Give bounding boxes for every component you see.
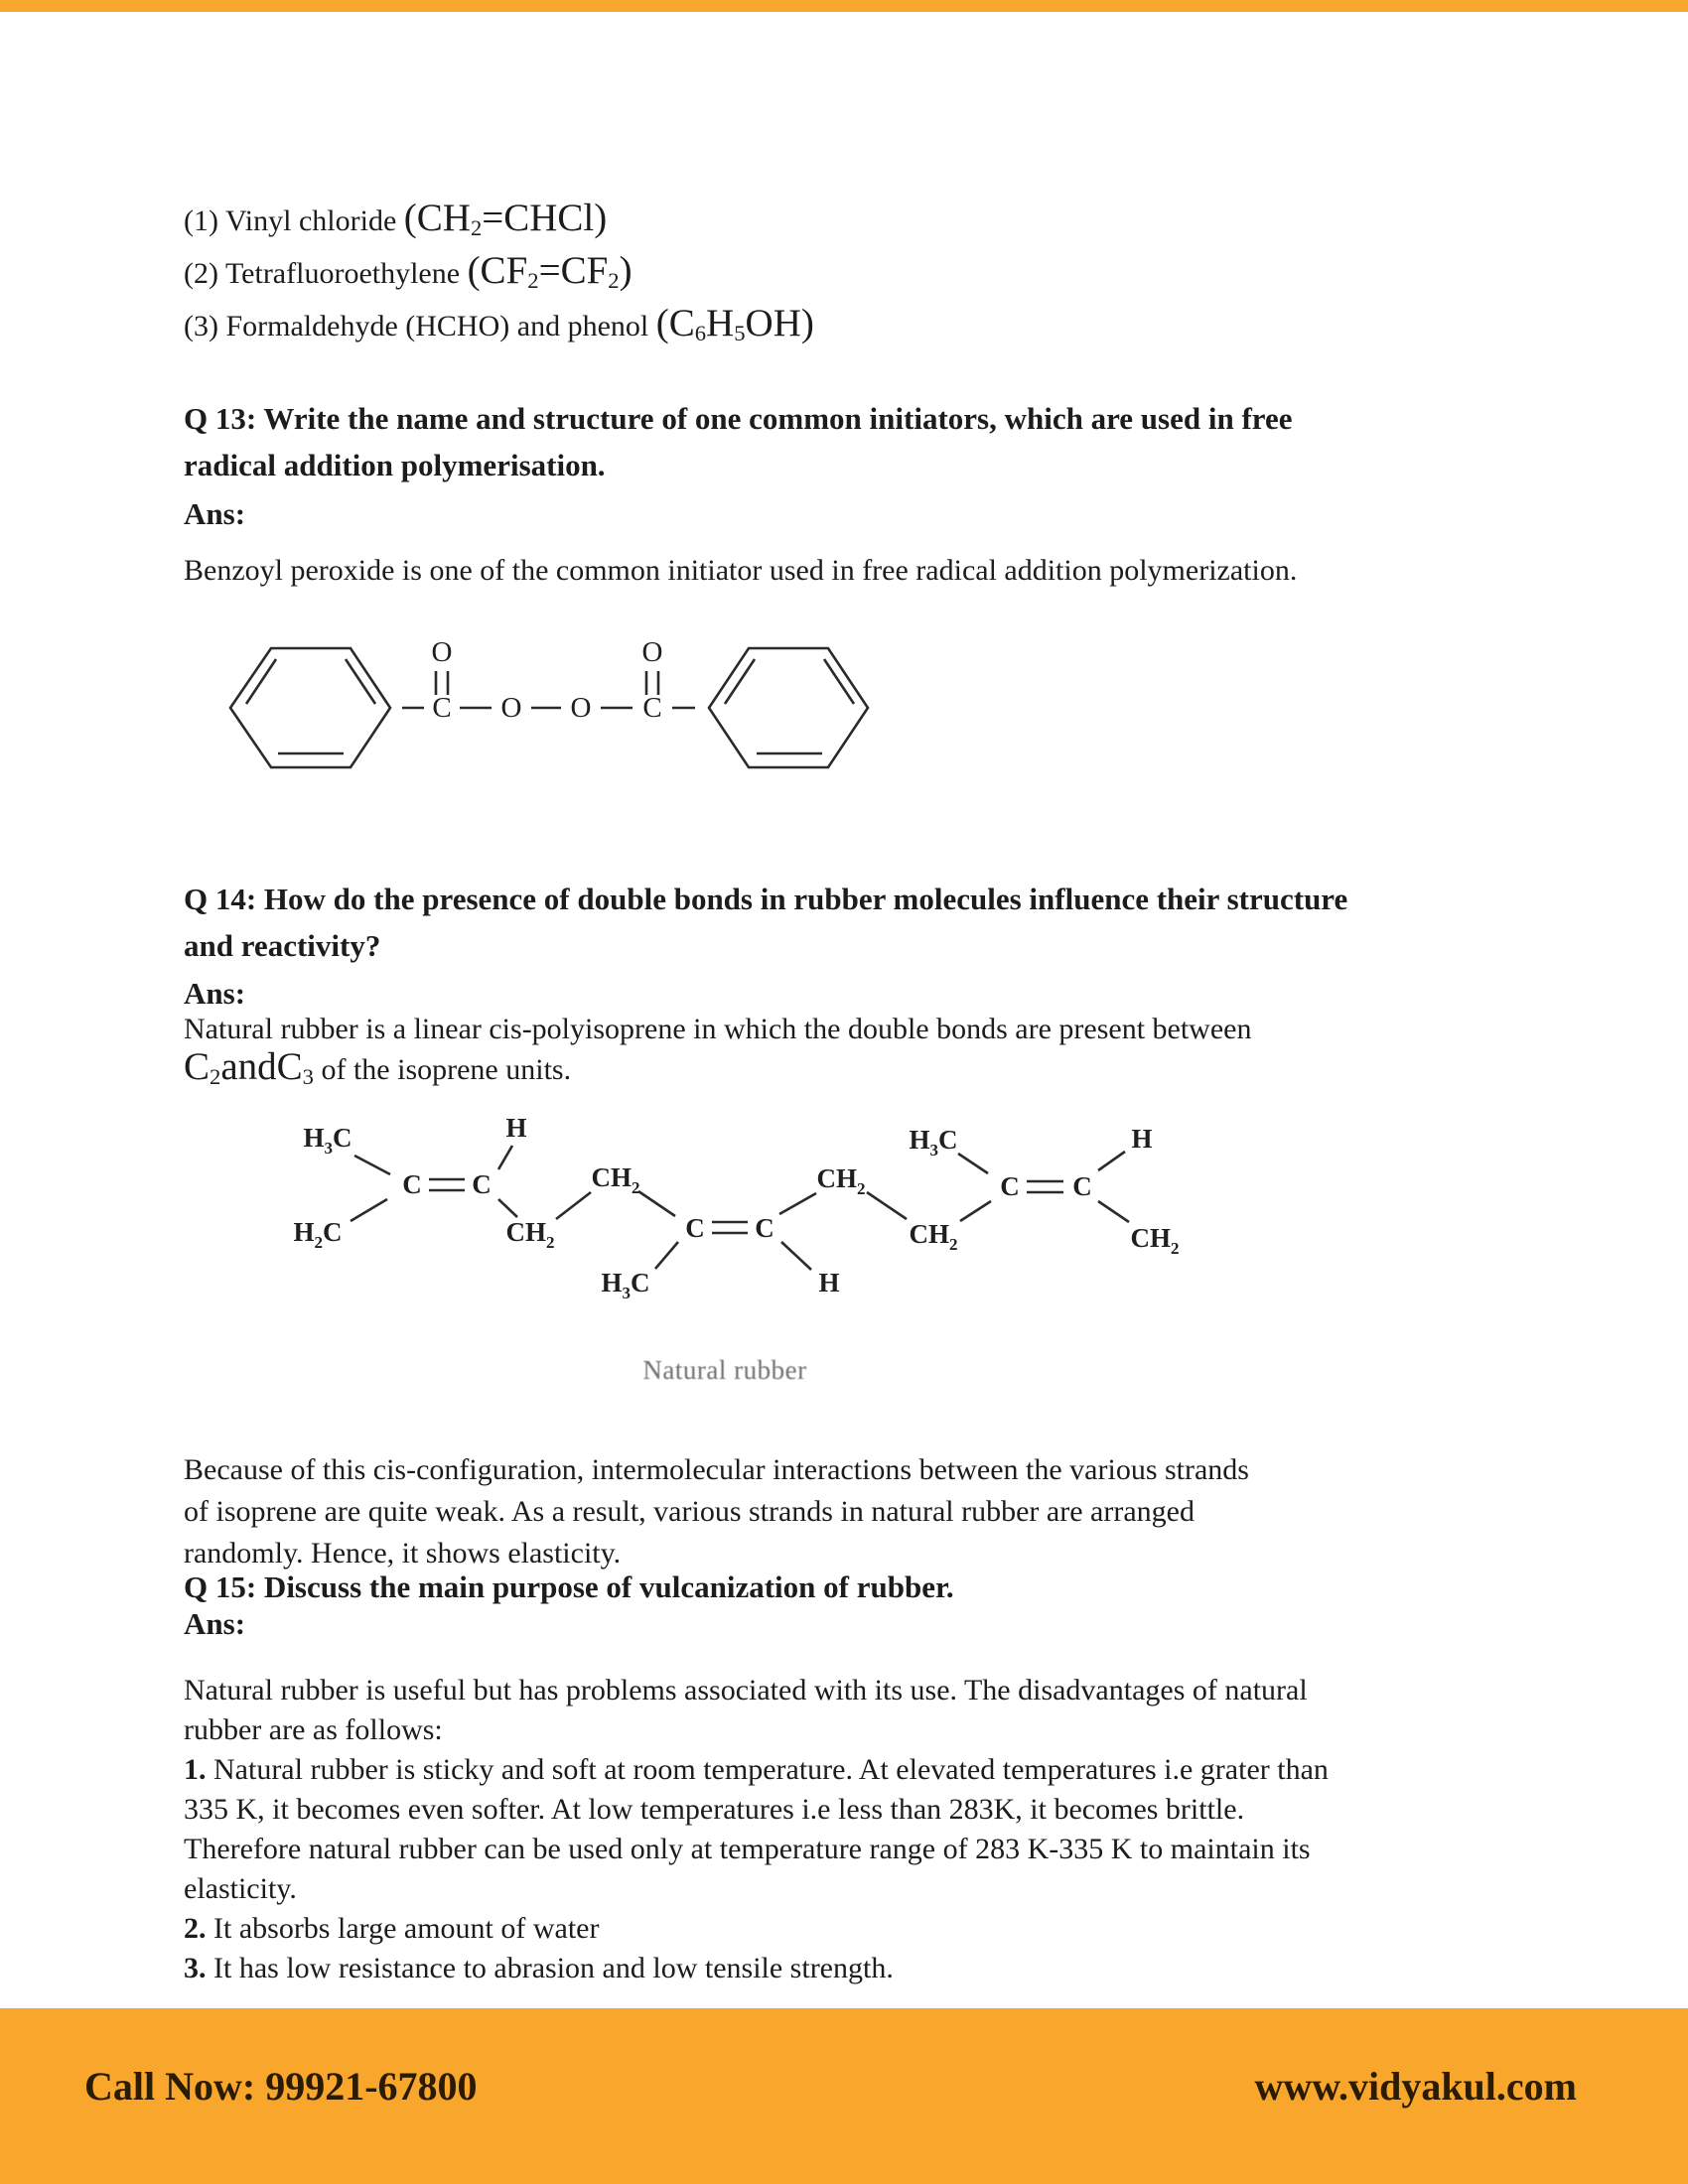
isoprene-carbons-formula: C2andC3 (184, 1045, 314, 1089)
list-item (184, 300, 814, 352)
answer-label-q14: Ans: (184, 976, 246, 1011)
atom-label: C (432, 692, 452, 724)
atom-label: C (402, 1169, 422, 1199)
atom-label: $CH_2$ (909, 1219, 958, 1254)
disadvantages-paragraph (184, 1671, 1329, 1988)
atom-label: H (818, 1268, 840, 1297)
list-number: 1. (184, 1753, 207, 1786)
atom-label: H (1131, 1124, 1153, 1154)
list-item (184, 195, 814, 247)
paragraph-line: 1. Natural rubber is sticky and soft at room temperature. At elevated temperatures i.e grater than (184, 1753, 1329, 1786)
paragraph-line: 3. It has low resistance to abrasion and low tensile strength. (184, 1952, 894, 1984)
atom-label: C (472, 1169, 492, 1199)
heading-line: radical addition polymerisation. (184, 448, 606, 482)
monomer-text: (1) Vinyl chloride (184, 205, 404, 237)
atom-label: O (500, 692, 522, 724)
paragraph-line: 2. It absorbs large amount of water (184, 1912, 600, 1945)
isoprene-rest-text: of the isoprene units. (313, 1053, 572, 1086)
atom-label: $CH_2$ (816, 1163, 866, 1198)
paragraph-line: 335 K, it becomes even softer. At low temperatures i.e less than 283K, it becomes brittle. (184, 1793, 1245, 1826)
atom-label: O (641, 636, 663, 668)
atom-label: $CH_2$ (505, 1217, 555, 1252)
paragraph-line: randomly. Hence, it shows elasticity. (184, 1537, 622, 1570)
answer-body-q14-line2 (184, 1044, 571, 1089)
paragraph-line: elasticity. (184, 1872, 297, 1905)
atom-label: O (431, 636, 453, 668)
question-15-heading: Q 15: Discuss the main purpose of vulcanization of rubber. (184, 1570, 954, 1604)
monomer-text: (3) Formaldehyde (HCHO) and phenol (184, 310, 656, 342)
structure-caption: Natural rubber (642, 1355, 807, 1385)
answer-body-q14-line1: Natural rubber is a linear cis-polyisoprene in which the double bonds are present between (184, 1013, 1252, 1045)
atom-label: $H_2C$ (293, 1217, 343, 1252)
answer-label-q13: Ans: (184, 496, 246, 531)
heading-line: Q 14: How do the presence of double bonds in rubber molecules influence their structure (184, 882, 1348, 916)
atom-label: C (755, 1213, 774, 1243)
answer-body-q13: Benzoyl peroxide is one of the common initiator used in free radical addition polymerization. (184, 554, 1298, 587)
atom-label: C (642, 692, 662, 724)
atom-label: $H_3C$ (909, 1125, 958, 1160)
atom-label: $H_3C$ (601, 1268, 650, 1302)
list-number: 3. (184, 1952, 207, 1984)
footer-bar (0, 2008, 1688, 2184)
question-13-heading (184, 395, 1292, 488)
atom-label: $CH_2$ (1130, 1223, 1180, 1258)
footer-website-link[interactable]: www.vidyakul.com (1254, 2064, 1577, 2109)
list-item (184, 247, 814, 300)
atom-label: C (1000, 1171, 1020, 1201)
monomer-formula: (CH2=CHCl) (403, 197, 608, 240)
atom-label: C (1072, 1171, 1092, 1201)
atom-label: $CH_2$ (591, 1162, 640, 1197)
cis-configuration-paragraph (184, 1449, 1249, 1574)
top-accent-bar (0, 0, 1688, 12)
benzene-ring-right (709, 648, 868, 767)
paragraph-line: Natural rubber is useful but has problems associated with its use. The disadvantages of natural (184, 1674, 1308, 1706)
list-number: 2. (184, 1912, 207, 1945)
paragraph-line: Therefore natural rubber can be used only at temperature range of 283 K-335 K to maintain its (184, 1833, 1311, 1865)
atom-label: O (570, 692, 592, 724)
atom-label: $H_3C$ (303, 1123, 352, 1158)
benzoyl-peroxide-structure (216, 602, 872, 785)
natural-rubber-structure (263, 1110, 1206, 1308)
answer-label-q15: Ans: (184, 1606, 246, 1641)
question-14-heading (184, 876, 1347, 969)
monomer-list (184, 195, 814, 352)
benzene-ring-left (230, 648, 390, 767)
heading-line: Q 13: Write the name and structure of one common initiators, which are used in free (184, 401, 1293, 436)
atom-label: H (505, 1113, 527, 1143)
monomer-text: (2) Tetrafluoroethylene (184, 257, 468, 290)
monomer-formula: (C6H5OH) (655, 302, 814, 345)
paragraph-line: Because of this cis-configuration, intermolecular interactions between the various strands (184, 1453, 1249, 1486)
heading-line: and reactivity? (184, 928, 381, 963)
footer-phone-text: Call Now: 99921-67800 (84, 2064, 478, 2109)
paragraph-line: rubber are as follows: (184, 1713, 443, 1746)
atom-label: C (685, 1213, 705, 1243)
paragraph-line: of isoprene are quite weak. As a result, various strands in natural rubber are arranged (184, 1495, 1195, 1528)
monomer-formula: (CF2=CF2) (467, 249, 633, 293)
